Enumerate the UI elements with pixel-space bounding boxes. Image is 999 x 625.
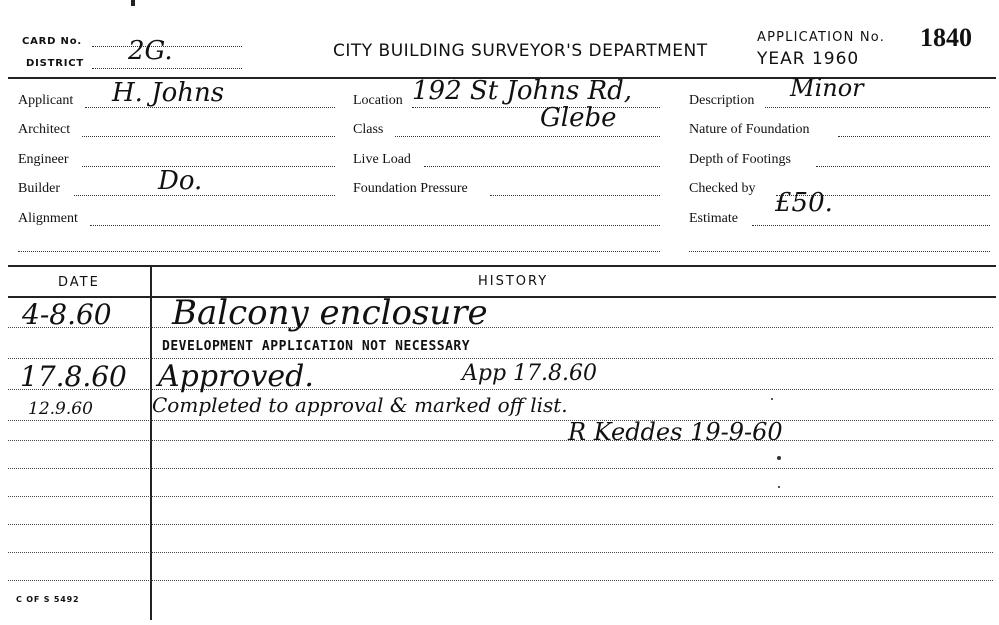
stray-mark xyxy=(771,398,773,400)
table-row-line xyxy=(8,552,993,553)
date-column-divider xyxy=(150,265,152,620)
card-no-label: CARD No. xyxy=(22,36,82,47)
application-no: 1840 xyxy=(920,23,972,52)
table-row-line xyxy=(8,327,993,328)
description-label: Description xyxy=(689,93,755,108)
card-no-value: 2G. xyxy=(128,36,173,66)
stray-mark xyxy=(778,486,780,488)
table-row-line xyxy=(8,524,993,525)
history-row-1-entry: Balcony enclosure xyxy=(172,293,488,333)
location-value-line-2: Glebe xyxy=(540,103,617,133)
alignment-label: Alignment xyxy=(18,211,78,226)
depth-footings-dotted-line xyxy=(816,166,990,167)
history-row-3-entry: Approved. xyxy=(158,359,314,394)
nature-foundation-label: Nature of Foundation xyxy=(689,122,810,137)
foundation-pressure-dotted-line xyxy=(490,195,660,196)
applicant-label: Applicant xyxy=(18,93,74,108)
foundation-pressure-label: Foundation Pressure xyxy=(353,181,468,196)
class-dotted-line xyxy=(395,136,660,137)
estimate-dotted-line-2 xyxy=(689,251,990,252)
nature-foundation-dotted-line xyxy=(838,136,990,137)
builder-dotted-line xyxy=(74,195,335,196)
district-dotted-line xyxy=(92,68,242,69)
applicant-value: H. Johns xyxy=(112,78,225,108)
checked-by-label: Checked by xyxy=(689,181,756,196)
alignment-dotted-line-2 xyxy=(18,251,660,252)
live-load-dotted-line xyxy=(424,166,660,167)
table-row-line xyxy=(8,389,993,390)
history-row-4-date: 12.9.60 xyxy=(28,399,93,419)
stray-mark xyxy=(777,456,781,460)
depth-footings-label: Depth of Footings xyxy=(689,152,791,167)
date-column-header: DATE xyxy=(58,275,100,290)
estimate-dotted-line xyxy=(752,225,990,226)
estimate-value: £50. xyxy=(775,188,833,218)
table-row-line xyxy=(8,358,993,359)
history-row-5-signature: R Keddes 19-9-60 xyxy=(568,418,783,446)
class-label: Class xyxy=(353,122,384,137)
history-header-divider xyxy=(8,296,996,298)
engineer-label: Engineer xyxy=(18,152,69,167)
table-row-line xyxy=(8,420,993,421)
history-row-1-date: 4-8.60 xyxy=(22,298,112,331)
history-row-4-entry: Completed to approval & marked off list. xyxy=(152,393,568,417)
architect-dotted-line xyxy=(82,136,335,137)
table-row-line xyxy=(8,440,993,441)
builder-value: Do. xyxy=(158,166,203,196)
location-value-line-1: 192 St Johns Rd, xyxy=(412,76,633,106)
architect-label: Architect xyxy=(18,122,71,137)
history-row-3-note: App 17.8.60 xyxy=(462,361,598,386)
year-label: YEAR 1960 xyxy=(757,49,860,69)
department-title: CITY BUILDING SURVEYOR'S DEPARTMENT xyxy=(333,41,708,61)
live-load-label: Live Load xyxy=(353,152,411,167)
builder-label: Builder xyxy=(18,181,60,196)
location-dotted-line xyxy=(412,107,660,108)
description-dotted-line xyxy=(765,107,990,108)
application-no-label: APPLICATION No. xyxy=(757,30,886,45)
district-label: DISTRICT xyxy=(26,58,85,69)
location-label: Location xyxy=(353,93,403,108)
engineer-dotted-line xyxy=(82,166,335,167)
table-row-line xyxy=(8,468,993,469)
estimate-label: Estimate xyxy=(689,211,738,226)
alignment-dotted-line xyxy=(90,225,660,226)
table-row-line xyxy=(8,496,993,497)
history-row-3-date: 17.8.60 xyxy=(20,360,127,393)
stray-mark xyxy=(131,0,135,6)
history-column-header: HISTORY xyxy=(478,274,549,289)
form-code: C OF S 5492 xyxy=(16,595,80,604)
description-value: Minor xyxy=(790,74,864,102)
history-row-2-stamp: DEVELOPMENT APPLICATION NOT NECESSARY xyxy=(162,339,471,354)
history-top-divider xyxy=(8,265,996,267)
table-row-line xyxy=(8,580,993,581)
